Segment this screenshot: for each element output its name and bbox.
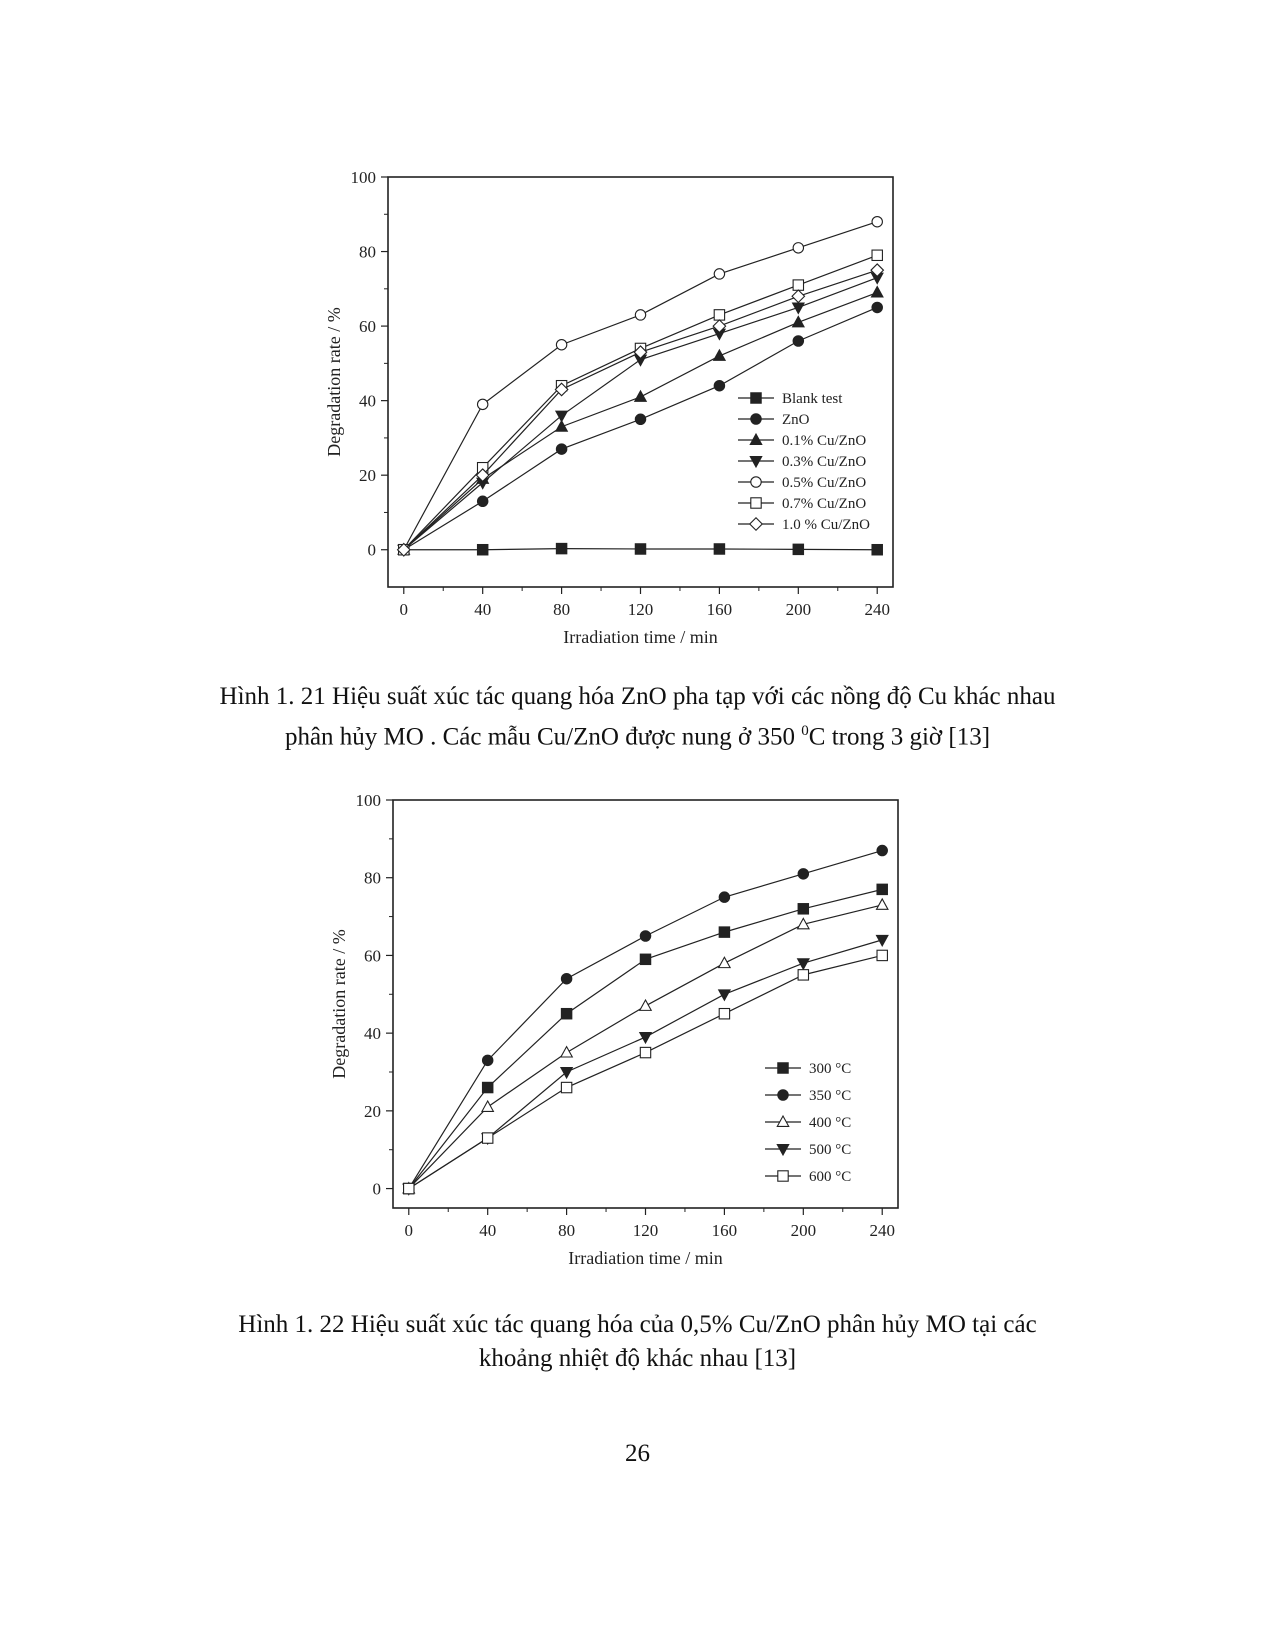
legend-marker <box>750 518 762 530</box>
data-point <box>561 974 571 984</box>
x-tick-label: 200 <box>790 1221 817 1240</box>
legend-label: 0.5% Cu/ZnO <box>782 475 867 491</box>
page-number: 26 <box>625 1440 650 1467</box>
y-axis-label: Degradation rate / % <box>324 307 344 457</box>
chart-svg <box>320 165 920 665</box>
data-point <box>482 1101 493 1111</box>
data-point <box>635 414 645 424</box>
data-point <box>640 1000 651 1010</box>
figure-2-caption-line-1: Hình 1. 22 Hiệu suất xúc tác quang hóa của 0,5% Cu/ZnO phân hủy MO tại các <box>238 1311 1037 1338</box>
data-point <box>714 381 724 391</box>
data-point <box>793 336 803 346</box>
y-tick-label: 80 <box>359 242 376 262</box>
data-point <box>793 316 804 326</box>
data-point <box>714 310 724 320</box>
data-point <box>556 411 567 421</box>
legend-label: Blank test <box>782 391 843 407</box>
caption-text: phân hủy MO . Các mẫu Cu/ZnO được nung ở 350 <box>284 723 802 751</box>
y-tick-label: 40 <box>364 1024 381 1044</box>
y-tick-label: 0 <box>372 1179 381 1199</box>
x-tick-label: 240 <box>864 600 890 619</box>
data-point <box>714 269 724 279</box>
x-tick-label: 120 <box>627 600 654 619</box>
legend-marker <box>777 1145 788 1155</box>
legend-marker <box>778 1171 788 1181</box>
data-point <box>561 1009 571 1019</box>
data-point <box>482 1082 492 1092</box>
data-point <box>561 1047 572 1057</box>
data-point <box>714 350 725 360</box>
legend-label: 300 °C <box>809 1061 852 1077</box>
legend-label: 0.7% Cu/ZnO <box>782 496 867 512</box>
data-point <box>640 954 650 964</box>
data-point <box>798 904 808 914</box>
data-point <box>482 1055 492 1065</box>
y-tick-label: 100 <box>350 168 376 187</box>
legend-marker <box>778 1063 788 1073</box>
legend <box>765 1061 851 1185</box>
x-tick-label: 200 <box>785 600 812 619</box>
legend-marker <box>750 457 761 467</box>
x-tick-label: 240 <box>869 1221 895 1240</box>
data-point <box>719 1009 729 1019</box>
legend-label: 350 °C <box>809 1088 852 1104</box>
y-tick-label: 80 <box>364 868 381 888</box>
data-point <box>798 959 809 969</box>
legend-marker <box>751 393 761 403</box>
x-tick-label: 40 <box>479 1221 497 1240</box>
data-point <box>556 444 566 454</box>
x-tick-label: 40 <box>474 600 492 619</box>
data-point <box>714 544 724 554</box>
data-point <box>792 290 804 302</box>
x-tick-label: 80 <box>553 600 571 619</box>
data-point <box>640 1033 651 1043</box>
y-axis-label: Degradation rate / % <box>329 929 349 1079</box>
x-tick-label: 160 <box>711 1221 738 1240</box>
figure-2-chart <box>320 790 920 1290</box>
data-point <box>872 217 882 227</box>
x-tick-label: 80 <box>558 1221 576 1240</box>
data-point <box>640 931 650 941</box>
legend-label: 400 °C <box>809 1115 852 1131</box>
data-point <box>635 391 646 401</box>
degree-superscript: 0 <box>801 723 809 739</box>
legend-label: 1.0 % Cu/ZnO <box>782 517 870 533</box>
data-point <box>477 496 487 506</box>
data-point <box>877 884 887 894</box>
legend-label: ZnO <box>782 412 810 428</box>
y-tick-label: 60 <box>359 317 376 337</box>
data-point <box>635 310 645 320</box>
data-point <box>871 287 882 297</box>
legend-marker <box>751 477 761 487</box>
figure-1-caption-line-1: Hình 1. 21 Hiệu suất xúc tác quang hóa ZnO pha tạp với các nồng độ Cu khác nhau <box>219 683 1056 710</box>
legend-marker <box>750 434 761 444</box>
caption-text-end: C trong 3 giờ [13] <box>808 723 991 751</box>
data-point <box>877 950 887 960</box>
data-point <box>793 243 803 253</box>
figure-1-caption-line-2 <box>100 714 1175 754</box>
data-point <box>872 302 882 312</box>
data-point <box>482 1133 492 1143</box>
data-point <box>640 1047 650 1057</box>
data-point <box>877 845 887 855</box>
data-point <box>477 545 487 555</box>
data-point <box>561 1082 571 1092</box>
x-tick-label: 160 <box>706 600 733 619</box>
figure-1-chart <box>320 165 920 665</box>
figure-1-caption <box>100 680 1175 754</box>
x-axis-label: Irradiation time / min <box>568 1248 723 1268</box>
data-point <box>798 970 808 980</box>
data-point <box>872 250 882 260</box>
x-axis-label: Irradiation time / min <box>563 627 718 647</box>
data-point <box>719 892 729 902</box>
legend-marker <box>777 1116 788 1126</box>
legend-marker <box>751 414 761 424</box>
legend-label: 600 °C <box>809 1169 852 1185</box>
x-tick-label: 0 <box>404 1221 414 1240</box>
figure-2-caption-line-2: khoảng nhiệt độ khác nhau [13] <box>478 1345 797 1372</box>
legend-label: 500 °C <box>809 1142 852 1158</box>
y-tick-label: 20 <box>359 466 376 486</box>
series-line <box>409 851 882 1189</box>
data-point <box>404 1183 414 1193</box>
y-tick-label: 60 <box>364 946 381 966</box>
data-point <box>561 1068 572 1078</box>
y-tick-label: 100 <box>355 791 381 810</box>
legend-marker <box>778 1090 788 1100</box>
y-tick-label: 40 <box>359 391 376 411</box>
x-tick-label: 0 <box>399 600 409 619</box>
data-point <box>719 927 729 937</box>
y-tick-label: 20 <box>364 1101 381 1121</box>
data-point <box>477 399 487 409</box>
series-1-0-cu-zno <box>398 264 884 556</box>
data-point <box>635 544 645 554</box>
data-point <box>719 990 730 1000</box>
figure-2-caption <box>100 1308 1175 1376</box>
y-tick-label: 0 <box>367 540 376 560</box>
legend <box>738 391 870 533</box>
data-point <box>719 957 730 967</box>
data-point <box>793 280 803 290</box>
data-point <box>556 543 566 553</box>
data-point <box>798 869 808 879</box>
x-tick-label: 120 <box>632 1221 659 1240</box>
data-point <box>556 340 566 350</box>
data-point <box>793 544 803 554</box>
series-blank-test <box>399 543 883 555</box>
chart-svg <box>320 790 920 1290</box>
legend-marker <box>751 498 761 508</box>
data-point <box>876 899 887 909</box>
data-point <box>872 545 882 555</box>
legend-label: 0.1% Cu/ZnO <box>782 433 867 449</box>
legend-label: 0.3% Cu/ZnO <box>782 454 867 470</box>
